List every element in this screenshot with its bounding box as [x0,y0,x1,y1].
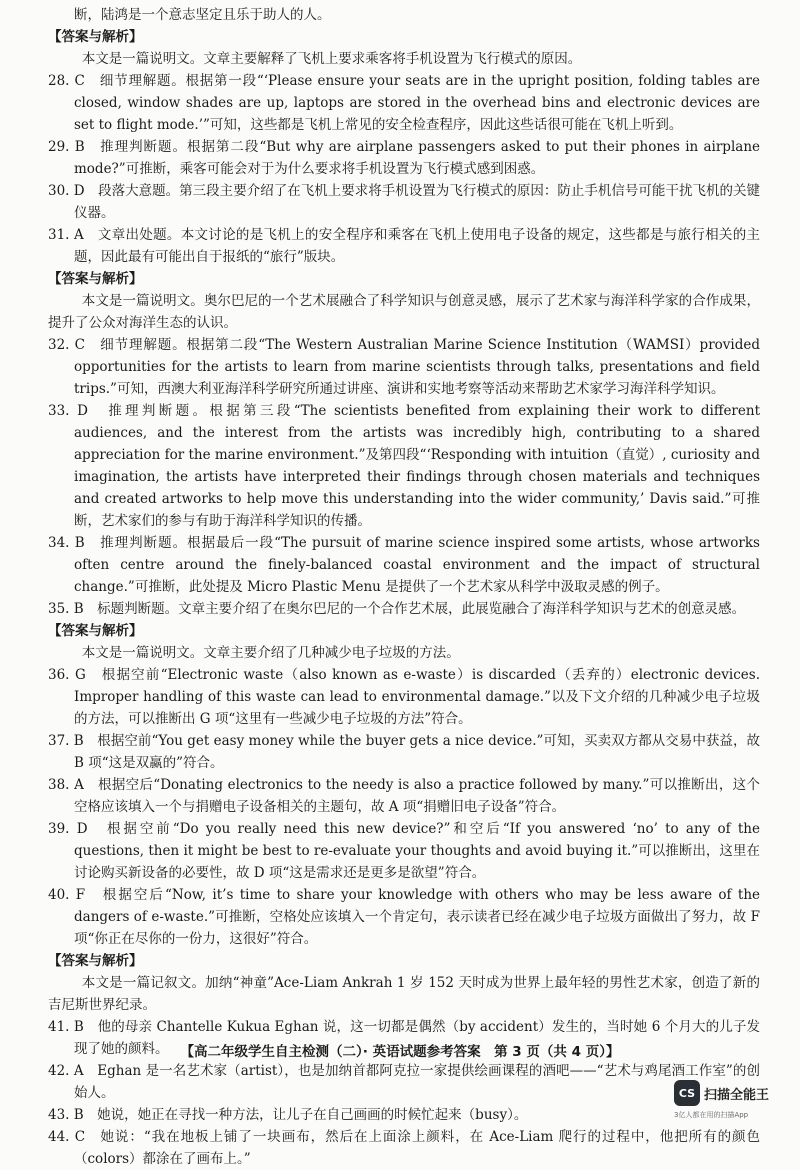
answer-item: 41. B 他的母亲 Chantelle Kukua Eghan 说，这一切都是偶然（by accident）发生的，当时她 6 个月大的儿子发现了她的颜料。 [48,1019,760,1057]
watermark-tagline: 3亿人都在用的扫描App [674,1111,749,1119]
answer-item: 28. C 细节理解题。根据第一段“‘Please ensure your seats are in the upright position, folding tables are closed, window shades are up, laptops are stored in the overhead bins and electronic devices are set to flight mode.’”可知，这些都是飞机上常见的安全检查程序，因此这些话很可能在飞机上听到。 [48,73,765,133]
answer-item: 35. B 标题判断题。文章主要介绍了在奥尔巴尼的一个合作艺术展，此展览融合了海洋科学知识与艺术的创意灵感。 [48,601,746,617]
page-footer: 【高二年级学生自主检测（二）· 英语试题参考答案 第 3 页（共 4 页）】 [180,1044,620,1060]
section-heading: 【答案与解析】 [48,29,143,45]
passage-summary: 本文是一篇说明文。奥尔巴尼的一个艺术展融合了科学知识与创意灵感，展示了艺术家与海洋科学家的合作成果，提升了公众对海洋生态的认识。 [48,293,760,331]
answer-item: 42. A Eghan 是一名艺术家（artist），也是加纳首都阿克拉一家提供绘画课程的酒吧——“艺术与鸡尾酒工作室”的创始人。 [48,1063,760,1101]
section-heading: 【答案与解析】 [48,271,143,287]
answer-item: 29. B 推理判断题。根据第二段“But why are airplane passengers asked to put their phones in airplane mode?”可推断，乘客可能会对于为什么要求将手机设置为飞行模式感到困惑。 [48,139,765,177]
answer-item: 36. G 根据空前“Electronic waste（also known as e-waste）is discarded（丢弃的）electronic devices. Improper handling of this waste can lead to environmental damage.”以及下文介绍的几种减少电子垃圾的方法，可以推断出 G 项“这里有一些减少电子垃圾的方法”符合。 [48,667,765,727]
answer-item: 33. D 推理判断题。根据第三段“The scientists benefited from explaining their work to different audiences, and the interest from the artists was incredibly high, contributing to a shared appreciation for the marine environment.”及第四段“‘Responding with intuition（直觉）, curiosity and imagination, the artists have interpreted their findings through chosen materials and techniques and created artworks to help move this understanding into the wider community,’ Davis said.”可推断，艺术家们的参与有助于海洋科学知识的传播。 [48,403,765,529]
answer-item: 30. D 段落大意题。第三段主要介绍了在飞机上要求将手机设置为飞行模式的原因：防止手机信号可能干扰飞机的关键仪器。 [48,183,760,221]
answer-item: 44. C 她说：“我在地板上铺了一块画布，然后在上面涂上颜料，在 Ace-Liam 爬行的过程中，他把所有的颜色（colors）都涂在了画布上。” [48,1129,760,1167]
answer-item: 39. D 根据空前“Do you really need this new device?”和空后“If you answered ‘no’ to any of the questions, then it might be best to re-evaluate your thoughts and avoid buying it.”可以推断出，这里在讨论购买新设备的必要性，故 D 项“这是需求还是更多是欲望”符合。 [48,821,765,881]
passage-summary: 本文是一篇说明文。文章主要解释了飞机上要求乘客将手机设置为飞行模式的原因。 [81,51,582,67]
answer-text-body [48,4,765,1170]
passage-summary: 本文是一篇记叙文。加纳“神童”Ace-Liam Ankrah 1 岁 152 天时成为世界上最年轻的男性艺术家，创造了新的吉尼斯世界纪录。 [48,975,760,1013]
answer-item: 断，陆鸿是一个意志坚定且乐于助人的人。 [74,7,331,23]
scanner-watermark [674,1080,786,1124]
watermark-app-name: 扫描全能王 [704,1088,770,1103]
answer-item: 31. A 文章出处题。本文讨论的是飞机上的安全程序和乘客在飞机上使用电子设备的规定，这些都是与旅行相关的主题，因此最有可能出自于报纸的“旅行”版块。 [48,227,760,265]
answer-item: 40. F 根据空后“Now, it’s time to share your knowledge with others who may be less aware of the dangers of e-waste.”可推断，空格处应该填入一个肯定句，表示读者已经在减少电子垃圾方面做出了努力，故 F 项“你正在尽你的一份力，这很好”符合。 [48,887,765,947]
camscanner-logo-icon: CS [674,1080,700,1106]
answer-item: 34. B 推理判断题。根据最后一段“The pursuit of marine science inspired some artists, whose artworks often centre around the finely-balanced coastal environment and the impact of structural change.”可推断，此处提及 Micro Plastic Menu 是提供了一个艺术家从科学中汲取灵感的例子。 [48,535,765,595]
answer-item: 43. B 她说，她正在寻找一种方法，让儿子在自己画画的时候忙起来（busy）。 [48,1107,528,1123]
passage-summary: 本文是一篇说明文。文章主要介绍了几种减少电子垃圾的方法。 [81,645,460,661]
answer-item: 32. C 细节理解题。根据第二段“The Western Australian Marine Science Institution（WAMSI）provided opportunities for the artists to learn from marine scientists through talks, presentations and field trips.”可知，西澳大利亚海洋科学研究所通过讲座、演讲和实地考察等活动来帮助艺术家学习海洋科学知识。 [48,337,765,397]
section-heading: 【答案与解析】 [48,953,143,969]
answer-item: 37. B 根据空前“You get easy money while the buyer gets a nice device.”可知，买卖双方都从交易中获益，故 B 项“这是双赢的”符合。 [48,733,765,771]
answer-item: 38. A 根据空后“Donating electronics to the needy is also a practice followed by many.”可以推断出，这个空格应该填入一个与捐赠电子设备相关的主题句，故 A 项“捐赠旧电子设备”符合。 [48,777,760,815]
section-heading: 【答案与解析】 [48,623,143,639]
